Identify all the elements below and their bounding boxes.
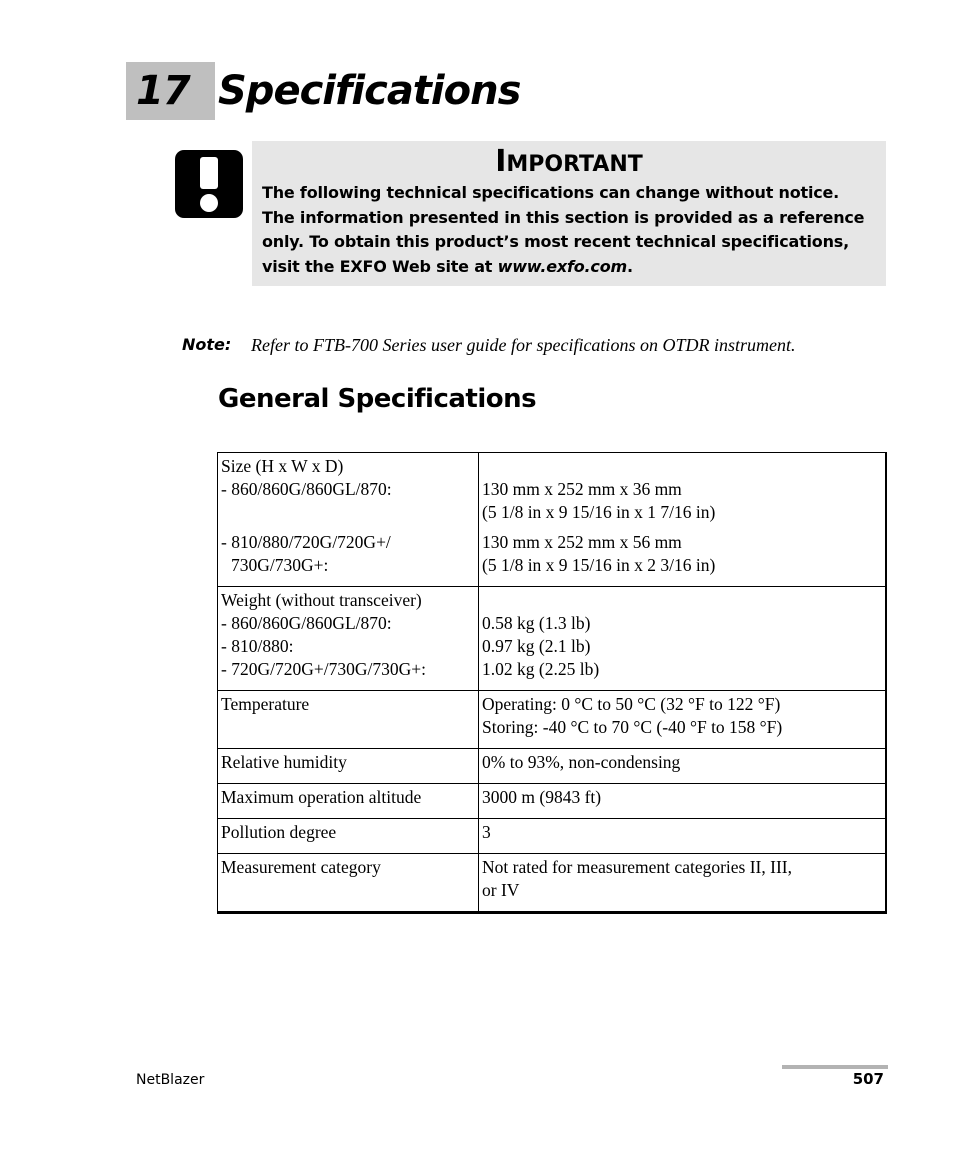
table-cell-label: Weight (without transceiver) - 860/860G/860GL/870: - 810/880: - 720G/720G+/730G/730G+:: [218, 587, 479, 691]
important-line: The information presented in this section is provided as a reference: [262, 207, 865, 227]
table-cell-value: 3: [479, 819, 887, 854]
table-cell-value: Operating: 0 °C to 50 °C (32 °F to 122 °F) Storing: -40 °C to 70 °C (-40 °F to 158 °F): [479, 691, 887, 749]
table-row: [218, 819, 887, 854]
table-cell-label: Measurement category: [218, 854, 479, 913]
page-number: 507: [852, 1070, 884, 1088]
chapter-number: 17: [136, 68, 190, 114]
table-cell-value: 130 mm x 252 mm x 36 mm (5 1/8 in x 9 15/16 in x 1 7/16 in) 130 mm x 252 mm x 56 mm (5 1/8 in x 9 15/16 in x 2 3/16 in): [479, 453, 887, 587]
table-cell-label: Temperature: [218, 691, 479, 749]
exclamation-icon: [175, 150, 243, 218]
table-cell-value: Not rated for measurement categories II, III, or IV: [479, 854, 887, 913]
table-cell-label: Pollution degree: [218, 819, 479, 854]
chapter-title: Specifications: [218, 68, 521, 114]
important-heading: IMPORTANT: [495, 144, 643, 179]
table-cell-label: Maximum operation altitude: [218, 784, 479, 819]
table-row: [218, 854, 887, 913]
table-cell-label: Relative humidity: [218, 749, 479, 784]
table-row: [218, 784, 887, 819]
note-label: Note:: [182, 335, 232, 354]
table-row: [218, 749, 887, 784]
section-title: General Specifications: [218, 384, 537, 414]
important-line: only. To obtain this product’s most recent technical specifications,: [262, 232, 849, 251]
note-text: Refer to FTB-700 Series user guide for specifications on OTDR instrument.: [251, 335, 796, 355]
specifications-table: [217, 452, 887, 914]
table-cell-value: 0.58 kg (1.3 lb) 0.97 kg (2.1 lb) 1.02 kg (2.25 lb): [479, 587, 887, 691]
important-line: The following technical specifications can change without notice.: [262, 183, 840, 202]
table-row: [218, 587, 887, 691]
table-cell-value: 0% to 93%, non-condensing: [479, 749, 887, 784]
exfo-website-link[interactable]: www.exfo.com: [497, 256, 627, 276]
table-row: [218, 691, 887, 749]
table-cell-value: 3000 m (9843 ft): [479, 784, 887, 819]
table-row: [218, 453, 887, 587]
important-notice: [252, 141, 886, 286]
footer-product-name: NetBlazer: [136, 1072, 205, 1088]
table-cell-label: Size (H x W x D) - 860/860G/860GL/870: - 810/880/720G/720G+/ 730G/730G+:: [218, 453, 479, 587]
important-line: visit the EXFO Web site at www.exfo.com.: [262, 256, 633, 276]
important-body: [262, 181, 882, 279]
